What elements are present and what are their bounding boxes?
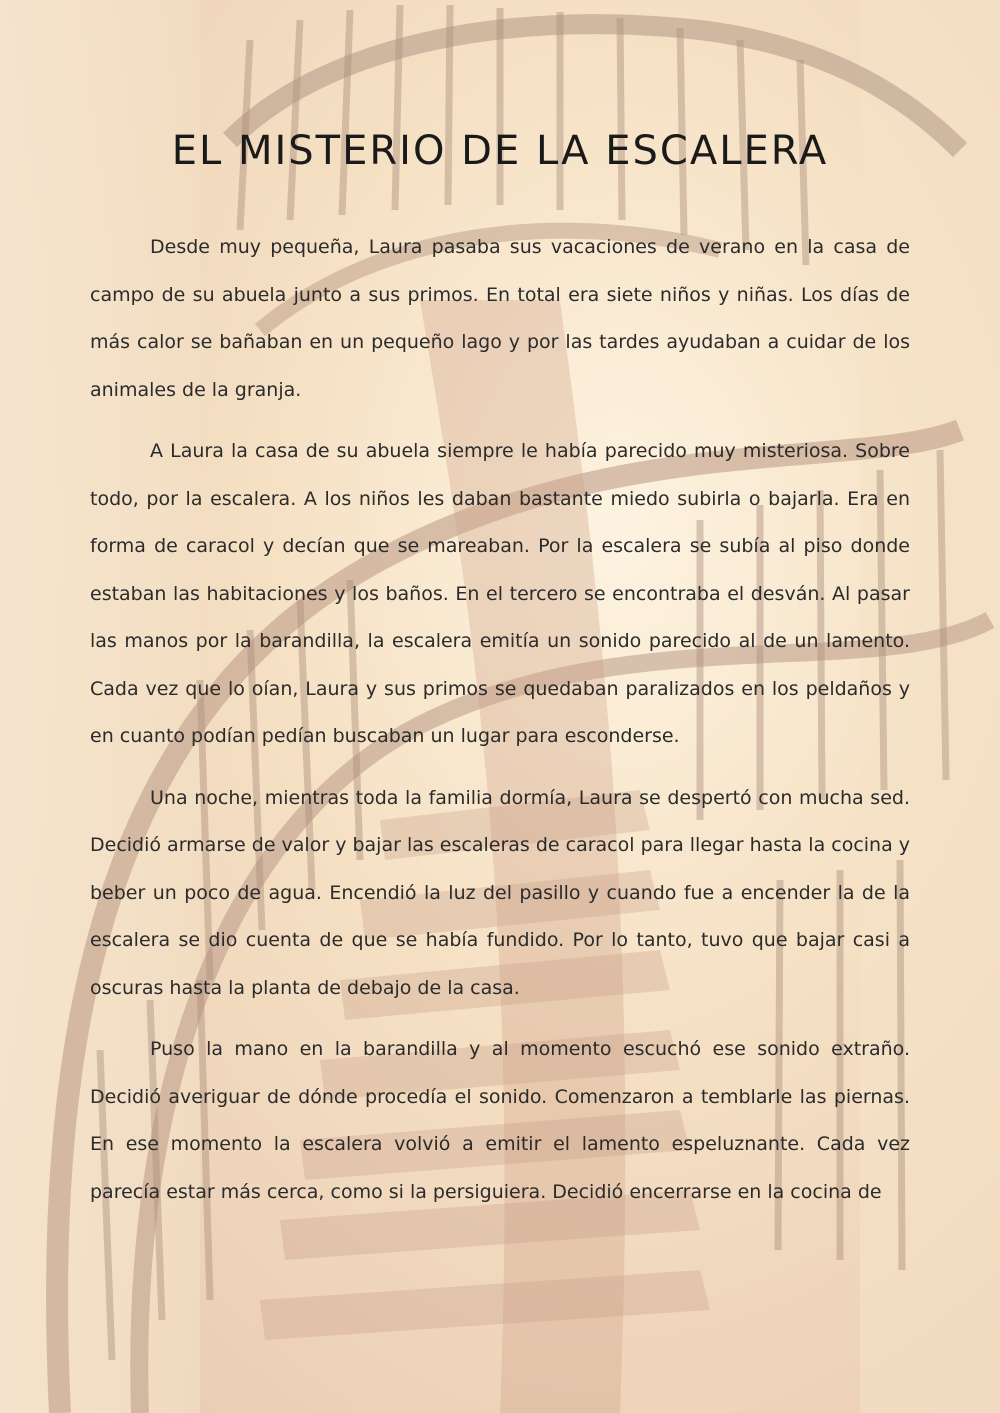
paragraph-2: A Laura la casa de su abuela siempre le había parecido muy misteriosa. Sobre todo, por la escalera. A los niños les daban bastante miedo subirla o bajarla. Era en forma de caracol y decían que se mareaban. Por la escalera se subía al piso donde estaban las habitaciones y los baños. En el tercero se encontraba el desván. Al pasar las manos por la barandilla, la escalera emitía un sonido parecido al de un lamento. Cada vez que lo oían, Laura y sus primos se quedaban paralizados en los peldaños y en cuanto podían pedían buscaban un lugar para esconderse. bbox=[90, 440, 910, 747]
document-title: EL MISTERIO DE LA ESCALERA bbox=[171, 128, 829, 174]
story-text bbox=[90, 224, 910, 1230]
paragraph-4: Puso la mano en la barandilla y al momento escuchó ese sonido extraño. Decidió averiguar de dónde procedía el sonido. Comenzaron a temblarle las piernas. En ese momento la escalera volvió a emitir el lamento espeluznante. Cada vez parecía estar más cerca, como si la persiguiera. Decidió encerrarse en la cocina de bbox=[90, 1038, 910, 1203]
paragraph-1: Desde muy pequeña, Laura pasaba sus vacaciones de verano en la casa de campo de su abuela junto a sus primos. En total era siete niños y niñas. Los días de más calor se bañaban en un pequeño lago y por las tardes ayudaban a cuidar de los animales de la granja. bbox=[90, 236, 910, 401]
paragraph-3: Una noche, mientras toda la familia dormía, Laura se despertó con mucha sed. Decidió armarse de valor y bajar las escaleras de caracol para llegar hasta la cocina y beber un poco de agua. Encendió la luz del pasillo y cuando fue a encender la de la escalera se dio cuenta de que se había fundido. Por lo tanto, tuvo que bajar casi a oscuras hasta la planta de debajo de la casa. bbox=[90, 786, 911, 999]
